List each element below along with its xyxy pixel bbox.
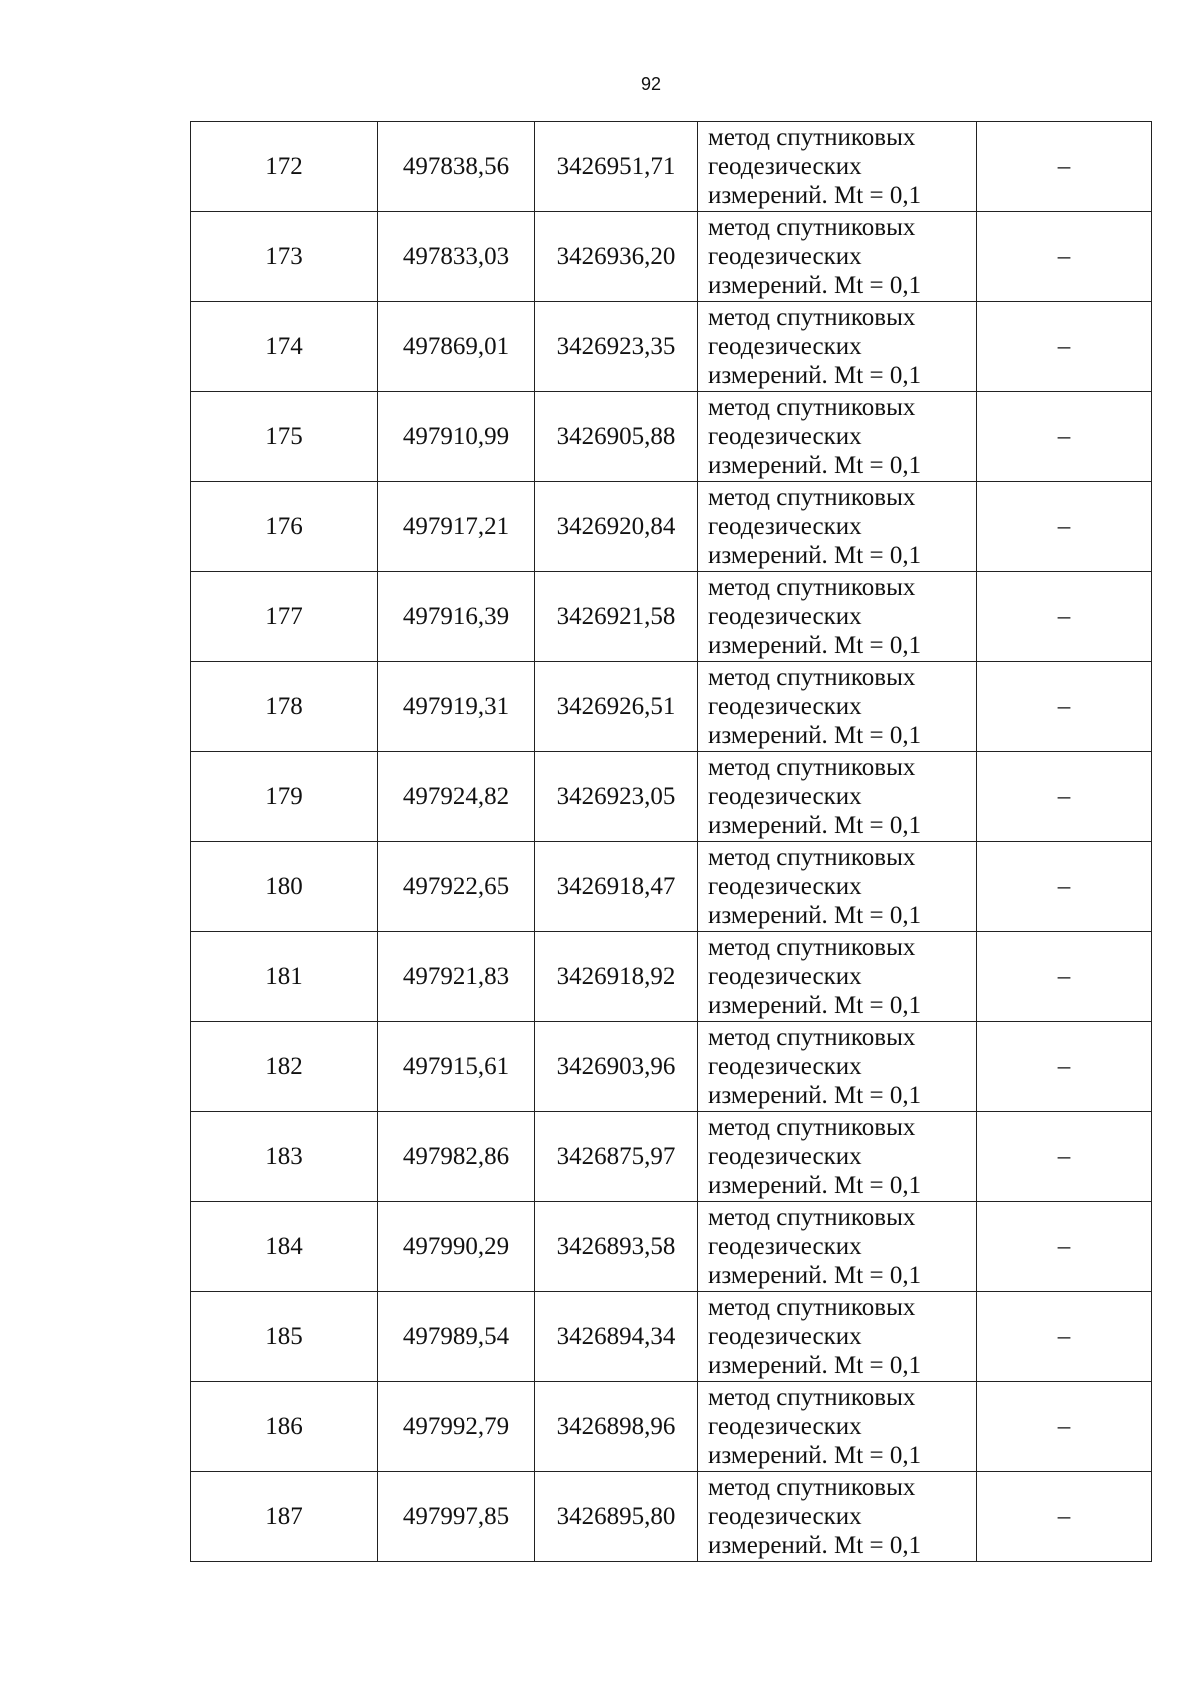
extra-cell: – (977, 302, 1152, 392)
method-line: измерений. Mt = 0,1 (708, 722, 922, 749)
point-number-cell: 174 (191, 302, 378, 392)
y-coordinate-cell: 3426923,05 (535, 752, 698, 842)
method-line: геодезических (708, 1503, 862, 1530)
method-line: метод спутниковых (708, 484, 916, 511)
x-coordinate-cell: 497910,99 (378, 392, 535, 482)
extra-cell: – (977, 842, 1152, 932)
method-line: измерений. Mt = 0,1 (708, 452, 922, 479)
method-line: геодезических (708, 243, 862, 270)
method-line: метод спутниковых (708, 574, 916, 601)
x-coordinate-cell: 497924,82 (378, 752, 535, 842)
method-line: метод спутниковых (708, 1114, 916, 1141)
extra-cell: – (977, 212, 1152, 302)
y-coordinate-cell: 3426918,92 (535, 932, 698, 1022)
method-line: метод спутниковых (708, 1384, 916, 1411)
point-number-cell: 182 (191, 1022, 378, 1112)
extra-cell: – (977, 932, 1152, 1022)
table-row (191, 752, 1152, 842)
x-coordinate-cell: 497982,86 (378, 1112, 535, 1202)
method-cell (698, 482, 977, 572)
method-cell (698, 1202, 977, 1292)
extra-cell: – (977, 482, 1152, 572)
point-number-cell: 172 (191, 122, 378, 212)
method-line: геодезических (708, 1413, 862, 1440)
table-row (191, 842, 1152, 932)
x-coordinate-cell: 497919,31 (378, 662, 535, 752)
point-number-cell: 185 (191, 1292, 378, 1382)
point-number-cell: 181 (191, 932, 378, 1022)
y-coordinate-cell: 3426895,80 (535, 1472, 698, 1562)
y-coordinate-cell: 3426921,58 (535, 572, 698, 662)
method-cell (698, 752, 977, 842)
table-row (191, 1112, 1152, 1202)
table-row (191, 1472, 1152, 1562)
point-number-cell: 186 (191, 1382, 378, 1472)
table-body (191, 122, 1152, 1562)
method-line: метод спутниковых (708, 304, 916, 331)
method-cell (698, 1292, 977, 1382)
x-coordinate-cell: 497997,85 (378, 1472, 535, 1562)
y-coordinate-cell: 3426920,84 (535, 482, 698, 572)
method-line: измерений. Mt = 0,1 (708, 1442, 922, 1469)
point-number-cell: 173 (191, 212, 378, 302)
method-line: геодезических (708, 423, 862, 450)
table-row (191, 1022, 1152, 1112)
y-coordinate-cell: 3426926,51 (535, 662, 698, 752)
y-coordinate-cell: 3426875,97 (535, 1112, 698, 1202)
extra-cell: – (977, 572, 1152, 662)
y-coordinate-cell: 3426893,58 (535, 1202, 698, 1292)
method-line: измерений. Mt = 0,1 (708, 902, 922, 929)
x-coordinate-cell: 497833,03 (378, 212, 535, 302)
method-line: геодезических (708, 603, 862, 630)
method-line: измерений. Mt = 0,1 (708, 362, 922, 389)
extra-cell: – (977, 1022, 1152, 1112)
method-line: геодезических (708, 873, 862, 900)
y-coordinate-cell: 3426905,88 (535, 392, 698, 482)
point-number-cell: 183 (191, 1112, 378, 1202)
method-line: измерений. Mt = 0,1 (708, 1532, 922, 1559)
extra-cell: – (977, 122, 1152, 212)
method-line: геодезических (708, 333, 862, 360)
table-row (191, 662, 1152, 752)
method-line: метод спутниковых (708, 844, 916, 871)
method-line: измерений. Mt = 0,1 (708, 812, 922, 839)
point-number-cell: 178 (191, 662, 378, 752)
method-line: метод спутниковых (708, 664, 916, 691)
extra-cell: – (977, 1292, 1152, 1382)
method-cell (698, 1112, 977, 1202)
method-line: геодезических (708, 963, 862, 990)
method-line: геодезических (708, 153, 862, 180)
method-line: метод спутниковых (708, 1204, 916, 1231)
extra-cell: – (977, 1382, 1152, 1472)
table-row (191, 122, 1152, 212)
method-cell (698, 122, 977, 212)
method-line: измерений. Mt = 0,1 (708, 1172, 922, 1199)
extra-cell: – (977, 1472, 1152, 1562)
table-row (191, 482, 1152, 572)
method-line: измерений. Mt = 0,1 (708, 272, 922, 299)
method-cell (698, 1382, 977, 1472)
method-line: измерений. Mt = 0,1 (708, 1352, 922, 1379)
method-line: измерений. Mt = 0,1 (708, 632, 922, 659)
x-coordinate-cell: 497992,79 (378, 1382, 535, 1472)
point-number-cell: 184 (191, 1202, 378, 1292)
x-coordinate-cell: 497922,65 (378, 842, 535, 932)
point-number-cell: 180 (191, 842, 378, 932)
x-coordinate-cell: 497869,01 (378, 302, 535, 392)
table-row (191, 1382, 1152, 1472)
method-line: метод спутниковых (708, 124, 916, 151)
x-coordinate-cell: 497915,61 (378, 1022, 535, 1112)
method-line: метод спутниковых (708, 934, 916, 961)
method-line: геодезических (708, 693, 862, 720)
y-coordinate-cell: 3426951,71 (535, 122, 698, 212)
point-number-cell: 176 (191, 482, 378, 572)
table-row (191, 572, 1152, 662)
table-row (191, 392, 1152, 482)
method-line: геодезических (708, 1233, 862, 1260)
method-cell (698, 662, 977, 752)
method-line: измерений. Mt = 0,1 (708, 1082, 922, 1109)
method-line: метод спутниковых (708, 1474, 916, 1501)
method-line: геодезических (708, 1323, 862, 1350)
y-coordinate-cell: 3426903,96 (535, 1022, 698, 1112)
method-cell (698, 392, 977, 482)
method-line: геодезических (708, 1143, 862, 1170)
extra-cell: – (977, 662, 1152, 752)
method-line: геодезических (708, 1053, 862, 1080)
y-coordinate-cell: 3426923,35 (535, 302, 698, 392)
method-line: измерений. Mt = 0,1 (708, 182, 922, 209)
method-line: метод спутниковых (708, 394, 916, 421)
x-coordinate-cell: 497917,21 (378, 482, 535, 572)
method-line: метод спутниковых (708, 214, 916, 241)
method-cell (698, 212, 977, 302)
table-row (191, 932, 1152, 1022)
table-row (191, 302, 1152, 392)
method-line: метод спутниковых (708, 1294, 916, 1321)
table-row (191, 1292, 1152, 1382)
extra-cell: – (977, 392, 1152, 482)
table-row (191, 212, 1152, 302)
method-line: измерений. Mt = 0,1 (708, 1262, 922, 1289)
extra-cell: – (977, 1202, 1152, 1292)
method-cell (698, 302, 977, 392)
method-line: метод спутниковых (708, 1024, 916, 1051)
point-number-cell: 177 (191, 572, 378, 662)
point-number-cell: 175 (191, 392, 378, 482)
y-coordinate-cell: 3426936,20 (535, 212, 698, 302)
method-cell (698, 932, 977, 1022)
extra-cell: – (977, 752, 1152, 842)
method-line: измерений. Mt = 0,1 (708, 992, 922, 1019)
x-coordinate-cell: 497989,54 (378, 1292, 535, 1382)
method-line: геодезических (708, 513, 862, 540)
method-line: измерений. Mt = 0,1 (708, 542, 922, 569)
method-cell (698, 1472, 977, 1562)
x-coordinate-cell: 497916,39 (378, 572, 535, 662)
table-row (191, 1202, 1152, 1292)
coordinates-table (190, 121, 1152, 1562)
point-number-cell: 187 (191, 1472, 378, 1562)
y-coordinate-cell: 3426898,96 (535, 1382, 698, 1472)
x-coordinate-cell: 497921,83 (378, 932, 535, 1022)
y-coordinate-cell: 3426918,47 (535, 842, 698, 932)
point-number-cell: 179 (191, 752, 378, 842)
method-cell (698, 1022, 977, 1112)
method-cell (698, 842, 977, 932)
extra-cell: – (977, 1112, 1152, 1202)
x-coordinate-cell: 497990,29 (378, 1202, 535, 1292)
method-line: геодезических (708, 783, 862, 810)
method-line: метод спутниковых (708, 754, 916, 781)
x-coordinate-cell: 497838,56 (378, 122, 535, 212)
page-number: 92 (640, 74, 662, 94)
y-coordinate-cell: 3426894,34 (535, 1292, 698, 1382)
method-cell (698, 572, 977, 662)
